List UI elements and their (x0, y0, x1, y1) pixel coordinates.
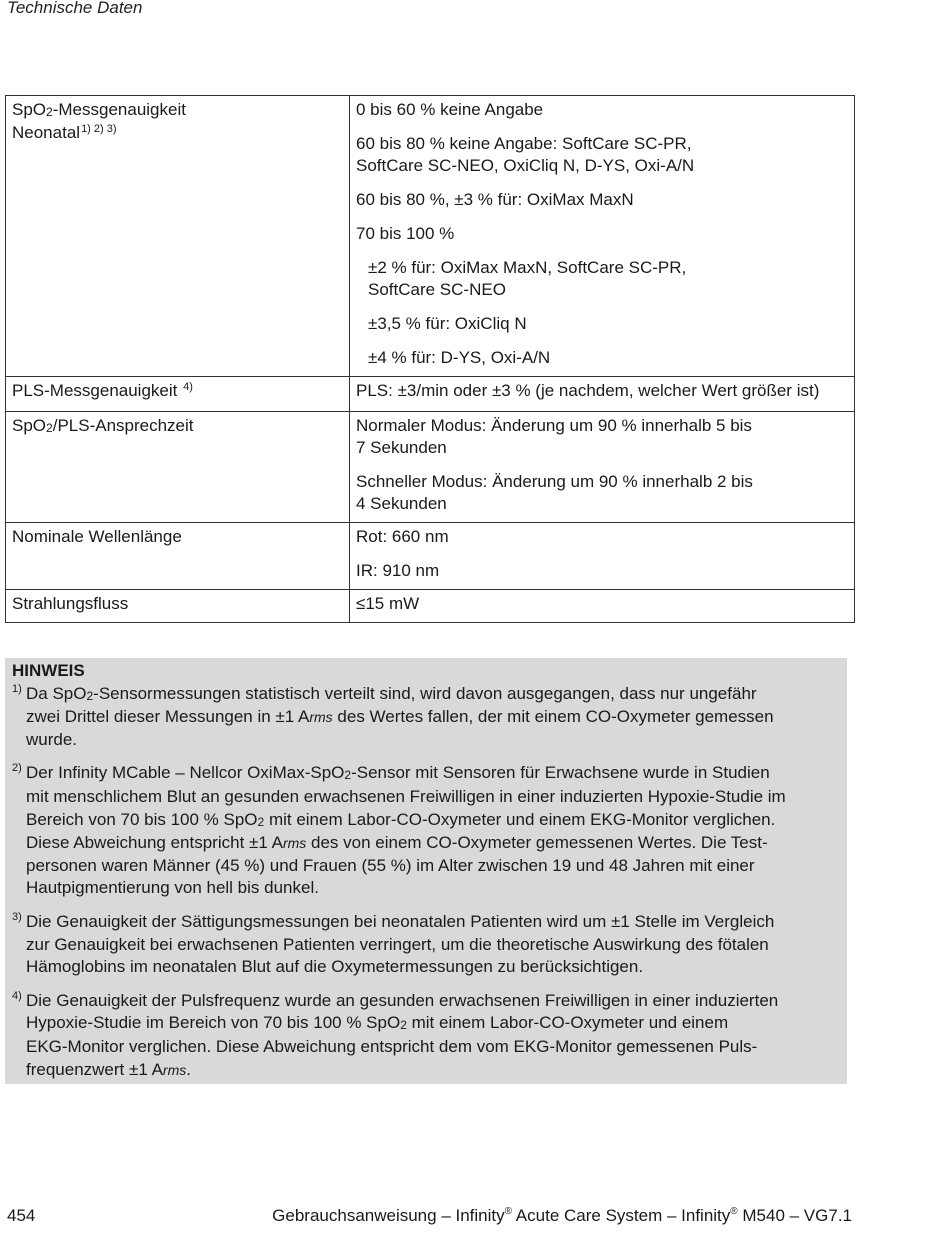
footnote-1: 1) Da SpO2-Sensormessungen statistisch verteilt sind, wird davon ausgegangen, dass nur ungefähr zwei Drittel dieser Messungen in ±1 Arms des Wertes fallen, der mit einem CO-Oxymeter gemessen wurde. (12, 683, 839, 752)
page-number: 454 (7, 1206, 36, 1225)
footnote-mark: 1) (12, 682, 22, 695)
footnote-4: 4) Die Genauigkeit der Pulsfrequenz wurde an gesunden erwachsenen Freiwilligen in einer induzierten Hypoxie-Studie im Bereich von 70 bis 100 % SpO2 mit einem Labor-CO-Oxymeter und einem EKG-Monitor verglichen. Diese Abweichung entspricht dem vom EKG-Monitor gemessenen Puls- frequenzwert ±1 Arms. (12, 990, 839, 1081)
row-value: Rot: 660 nm IR: 910 nm (350, 523, 855, 590)
footnote-mark: 3) (12, 910, 22, 923)
footnote-mark: 2) (12, 762, 22, 775)
row-value: ≤15 mW (350, 590, 855, 623)
footnote-mark: 4) (12, 989, 22, 1002)
running-header: Technische Daten (7, 0, 143, 17)
row-label: Nominale Wellenlänge (6, 523, 350, 590)
footnote-ref: 4) (183, 381, 193, 393)
row-label: SpO2-Messgenauigkeit Neonatal$^{1) 2) 3)}$ (6, 96, 350, 377)
footer-title: Gebrauchsanweisung – Infinity® Acute Care System – Infinity® M540 – VG7.1 (272, 1206, 852, 1225)
row-label: SpO2/PLS-Ansprechzeit (6, 412, 350, 523)
table-row (6, 523, 855, 590)
row-value: Normaler Modus: Änderung um 90 % innerhalb 5 bis 7 Sekunden Schneller Modus: Änderung um 90 % innerhalb 2 bis 4 Sekunden (350, 412, 855, 523)
table-row (6, 590, 855, 623)
row-label: Strahlungsfluss (6, 590, 350, 623)
footnote-2: 2) Der Infinity MCable – Nellcor OxiMax-SpO2-Sensor mit Sensoren für Erwachsene wurde in Studien mit menschlichem Blut an gesunden erwachsenen Freiwilligen in einer induzierten Hypoxie-Studie im Bereich von 70 bis 100 % SpO2 mit einem Labor-CO-Oxymeter und einem EKG-Monitor verglichen. Diese Abweichung entspricht ±1 Arms des von einem CO-Oxymeter gemessenen Wertes. Die Test- personen waren Männer (45 %) und Frauen (55 %) im Alter zwischen 19 und 48 Jahren mit einer Hautpigmentierung von hell bis dunkel. (12, 762, 839, 900)
note-title: HINWEIS (12, 661, 85, 680)
note-box (5, 658, 847, 1084)
row-label: PLS-Messgenauigkeit $^{4)}$ (6, 377, 350, 412)
table-row (6, 412, 855, 523)
table-row (6, 377, 855, 412)
spec-table (5, 95, 855, 623)
footnote-3: 3) Die Genauigkeit der Sättigungsmessungen bei neonatalen Patienten wird um ±1 Stelle im Vergleich zur Genauigkeit bei erwachsenen Patienten verringert, um die theoretische Auswirkung des fötalen Hämoglobins im neonatalen Blut auf die Oxymetermessungen zu berücksichtigen. (12, 911, 839, 979)
row-value: 0 bis 60 % keine Angabe 60 bis 80 % keine Angabe: SoftCare SC-PR, SoftCare SC-NEO, OxiCliq N, D-YS, Oxi-A/N 60 bis 80 %, ±3 % für: OxiMax MaxN 70 bis 100 % ±2 % für: OxiMax MaxN, SoftCare SC-PR, SoftCare SC-NEO ±3,5 % für: OxiCliq N ±4 % für: D-YS, Oxi-A/N (350, 96, 855, 377)
row-value: PLS: ±3/min oder ±3 % (je nachdem, welcher Wert größer ist) (350, 377, 855, 412)
footnote-ref: 1) 2) 3) (81, 123, 117, 135)
table-row (6, 96, 855, 377)
